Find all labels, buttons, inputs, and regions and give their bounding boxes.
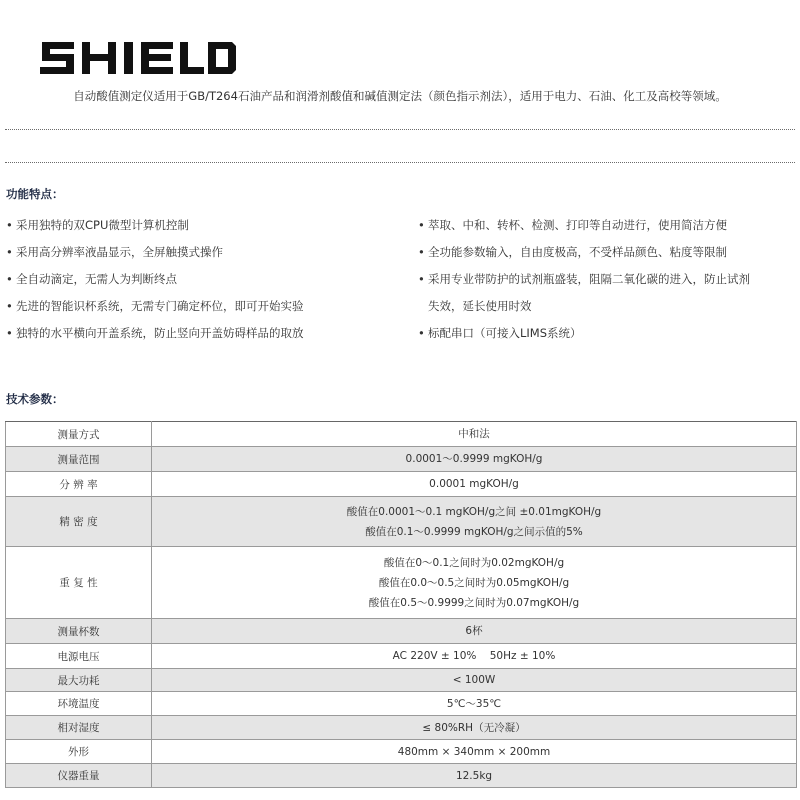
feature-item	[418, 320, 798, 347]
param-name: 仪器重量	[6, 764, 152, 788]
table-row	[6, 422, 797, 447]
feature-text: 采用独特的双CPU微型计算机控制	[16, 218, 189, 232]
feature-item	[418, 212, 798, 239]
feature-text: 全自动滴定，无需人为判断终点	[16, 272, 177, 286]
bullet: •	[6, 272, 13, 286]
params-title: 技术参数：	[6, 392, 64, 406]
feature-item	[418, 239, 798, 266]
feature-text: 先进的智能识杯系统，无需专门确定杯位，即可开始实验	[16, 299, 304, 313]
table-row	[6, 619, 797, 644]
feature-item	[6, 212, 406, 239]
param-value	[152, 669, 797, 692]
feature-text: 标配串口（可接入LIMS系统）	[428, 326, 582, 340]
params-table	[5, 421, 797, 788]
table-row	[6, 764, 797, 788]
value-line: 酸值在0.1～0.9999 mgKOH/g之间示值的5%	[365, 525, 583, 538]
bullet: •	[418, 272, 425, 286]
table-row	[6, 669, 797, 692]
param-value	[152, 716, 797, 740]
table-row	[6, 472, 797, 497]
value-line: 酸值在0.5～0.9999之间时为0.07mgKOH/g	[368, 596, 580, 609]
param-value	[152, 692, 797, 716]
param-name: 测量方式	[6, 422, 152, 447]
value-line: 480mm × 340mm × 200mm	[397, 745, 551, 758]
bullet: •	[6, 218, 13, 232]
table-row	[6, 740, 797, 764]
param-value	[152, 472, 797, 497]
param-value	[152, 422, 797, 447]
value-line: 酸值在0.0001～0.1 mgKOH/g之间 ±0.01mgKOH/g	[346, 505, 602, 518]
value-line: 5℃～35℃	[446, 697, 502, 710]
bullet: •	[418, 218, 425, 232]
feature-text: 采用高分辨率液晶显示，全屏触摸式操作	[16, 245, 223, 259]
feature-text: 萃取、中和、转杯、检测、打印等自动进行，使用简洁方便	[428, 218, 727, 232]
param-value	[152, 447, 797, 472]
param-name: 精 密 度	[6, 497, 152, 547]
features-right-column	[418, 212, 798, 347]
value-line: 中和法	[458, 428, 490, 440]
param-name: 电源电压	[6, 644, 152, 669]
param-name: 最大功耗	[6, 669, 152, 692]
param-name: 相对湿度	[6, 716, 152, 740]
value-line: 酸值在0～0.1之间时为0.02mgKOH/g	[383, 556, 565, 569]
feature-text: 采用专业带防护的试剂瓶盛装，阻隔二氧化碳的进入，防止试剂	[428, 272, 750, 286]
param-name: 重 复 性	[6, 547, 152, 619]
bullet: •	[6, 299, 13, 313]
feature-item	[6, 320, 406, 347]
param-name: 分 辨 率	[6, 472, 152, 497]
bullet: •	[418, 245, 425, 259]
table-row	[6, 497, 797, 547]
param-value	[152, 547, 797, 619]
intro-text: 自动酸值测定仪适用于GB/T264石油产品和润滑剂酸值和碱值测定法（颜色指示剂法），适用于电力、石油、化工及高校等领域。	[73, 89, 727, 103]
value-line: 6杯	[465, 625, 483, 637]
param-name: 外形	[6, 740, 152, 764]
feature-item-continued	[418, 293, 798, 320]
table-row	[6, 447, 797, 472]
table-row	[6, 692, 797, 716]
features-left-column	[6, 212, 406, 347]
param-value	[152, 497, 797, 547]
feature-item	[6, 293, 406, 320]
feature-text: 全功能参数输入，自由度极高，不受样品颜色、粘度等限制	[428, 245, 727, 259]
value-line: < 100W	[452, 674, 496, 686]
divider	[5, 162, 795, 163]
param-value	[152, 619, 797, 644]
table-row	[6, 716, 797, 740]
param-name: 测量范围	[6, 447, 152, 472]
shield-logo	[38, 40, 238, 76]
param-value	[152, 644, 797, 669]
value-line: 12.5kg	[455, 769, 493, 782]
features-title: 功能特点：	[6, 187, 64, 201]
param-name: 环境温度	[6, 692, 152, 716]
bullet: •	[6, 245, 13, 259]
feature-item	[418, 266, 798, 293]
bullet: •	[6, 326, 13, 340]
divider	[5, 129, 795, 130]
bullet: •	[418, 326, 425, 340]
value-line: ≤ 80%RH（无冷凝）	[422, 721, 526, 734]
feature-item	[6, 239, 406, 266]
value-line: 酸值在0.0～0.5之间时为0.05mgKOH/g	[378, 576, 570, 589]
table-row	[6, 644, 797, 669]
feature-text: 失效，延长使用时效	[428, 299, 532, 313]
feature-item	[6, 266, 406, 293]
value-line: 0.0001～0.9999 mgKOH/g	[405, 453, 543, 465]
value-line: 0.0001 mgKOH/g	[429, 478, 519, 490]
param-name: 测量杯数	[6, 619, 152, 644]
table-row	[6, 547, 797, 619]
feature-text: 独特的水平横向开盖系统，防止竖向开盖妨碍样品的取放	[16, 326, 304, 340]
value-line: AC 220V ± 10% 50Hz ± 10%	[392, 650, 556, 662]
param-value	[152, 764, 797, 788]
param-value	[152, 740, 797, 764]
